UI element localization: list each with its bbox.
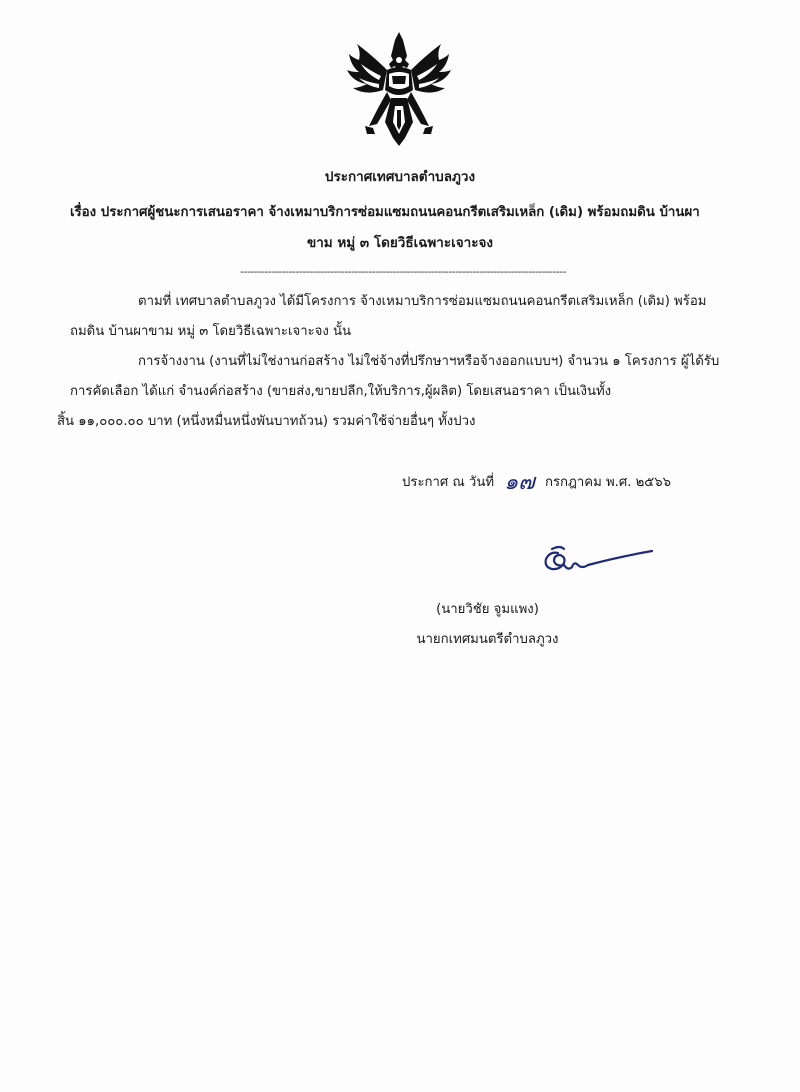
announcement-title: ประกาศเทศบาลตำบลภูวง [324,169,476,185]
paragraph-line: สิ้น ๑๑,๐๐๐.๐๐ บาท (หนึ่งหมื่นหนึ่งพันบาทถ้วน) รวมค่าใช้จ่ายอื่นๆ ทั้งปวง [57,414,476,429]
paragraph-line: ตามที่ เทศบาลตำบลภูวง ได้มีโครงการ จ้างเหมาบริการซ่อมแซมถนนคอนกรีตเสริมเหล็ก (เดิม) พร้อม [138,294,707,309]
signer-name [0,600,800,620]
date-prefix: ประกาศ ณ วันที่ [402,475,495,490]
date-month-year: กรกฎาคม พ.ศ. ๒๕๖๖ [544,475,672,490]
subject-line: เรื่อง ประกาศผู้ชนะการเสนอราคา จ้างเหมาบริการซ่อมแซมถนนคอนกรีตเสริมเหล็ก (เดิม) พร้อมถมดิน บ้านผา [70,205,700,220]
paragraph-line: การจ้างงาน (งานที่ไม่ใช่งานก่อสร้าง ไม่ใช่จ้างที่ปรึกษาฯหรือจ้างออกแบบฯ) จำนวน ๑ โครงการ ผู้ได้รับ [138,354,720,369]
announcement-date [402,470,672,495]
signature-image [538,543,656,579]
subject-line: ขาม หมู่ ๓ โดยวิธีเฉพาะเจาะจง [307,235,493,251]
signer-position [0,630,800,650]
signer-position-text: นายกเทศมนตรีตำบลภูวง [416,632,559,647]
garuda-emblem-icon [343,30,455,148]
signer-name-text: (นายวิชัย จูมแพง) [436,602,539,617]
date-day-handwritten: ๑๗ [504,470,535,495]
divider-line: ---------------------------------------------------------------------------------------------- [240,265,567,278]
paragraph-line: การคัดเลือก ได้แก่ จำนงค์ก่อสร้าง (ขายส่ง,ขายปลีก,ให้บริการ,ผู้ผลิต) โดยเสนอราคา เป็นเงินทั้ง [70,384,612,399]
paragraph-line: ถมดิน บ้านผาขาม หมู่ ๓ โดยวิธีเฉพาะเจาะจง นั้น [70,324,352,339]
